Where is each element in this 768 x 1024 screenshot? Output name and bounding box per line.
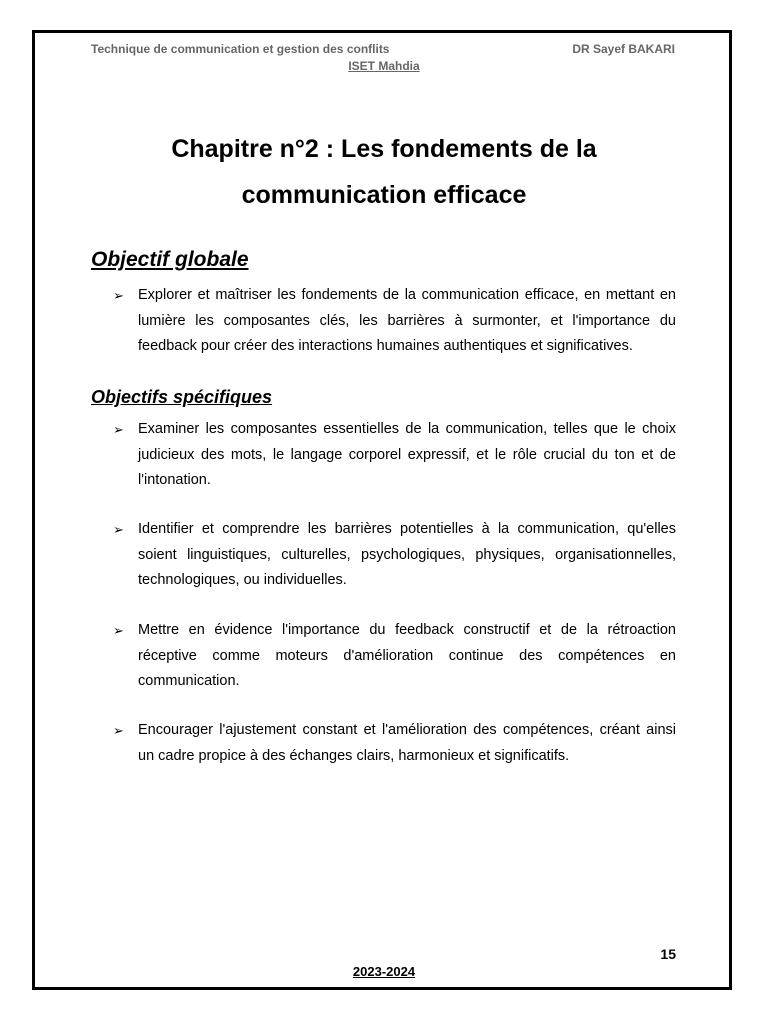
objectif-specifique-item xyxy=(113,718,676,769)
arrow-bullet-icon: ➢ xyxy=(113,422,124,437)
chapter-title-line-1: Chapitre n°2 : Les fondements de la xyxy=(171,135,597,163)
header-author: DR Sayef BAKARI xyxy=(572,42,675,56)
bullet-text: Explorer et maîtriser les fondements de la communication efficace, en mettant en lumière les composantes clés, les barrières à surmonter, et l'importance du feedback pour créer des interactions humaines authentiques et significatives. xyxy=(138,287,676,354)
objectif-specifique-item xyxy=(113,417,676,494)
page-number: 15 xyxy=(660,946,676,962)
bullet-text: Encourager l'ajustement constant et l'amélioration des compétences, créant ainsi un cadre propice à des échanges clairs, harmonieux et significatifs. xyxy=(138,722,676,764)
chapter-title xyxy=(100,126,668,218)
bullet-text: Identifier et comprendre les barrières potentielles à la communication, qu'elles soient linguistiques, culturelles, psychologiques, physiques, organisationnelles, technologiques, ou individuelles. xyxy=(138,521,676,588)
footer-year: 2023-2024 xyxy=(352,964,416,979)
bullet-text: Mettre en évidence l'importance du feedback constructif et de la rétroaction réceptive comme moteurs d'amélioration continue des compétences en communication. xyxy=(138,622,676,689)
objectif-specifique-item xyxy=(113,517,676,594)
arrow-bullet-icon: ➢ xyxy=(113,723,124,738)
arrow-bullet-icon: ➢ xyxy=(113,522,124,537)
header-course: Technique de communication et gestion des conflits xyxy=(91,42,390,56)
header-institution: ISET Mahdia xyxy=(348,59,420,73)
objectif-globale-heading: Objectif globale xyxy=(91,248,249,271)
chapter-title-line-2: communication efficace xyxy=(241,181,527,209)
objectif-specifique-item xyxy=(113,618,676,695)
arrow-bullet-icon: ➢ xyxy=(113,288,124,303)
arrow-bullet-icon: ➢ xyxy=(113,623,124,638)
bullet-text: Examiner les composantes essentielles de la communication, telles que le choix judicieux des mots, le langage corporel expressif, et le rôle crucial du ton et de l'intonation. xyxy=(138,421,676,488)
objectif-globale-item xyxy=(113,283,676,360)
objectifs-specifiques-heading: Objectifs spécifiques xyxy=(91,387,273,407)
